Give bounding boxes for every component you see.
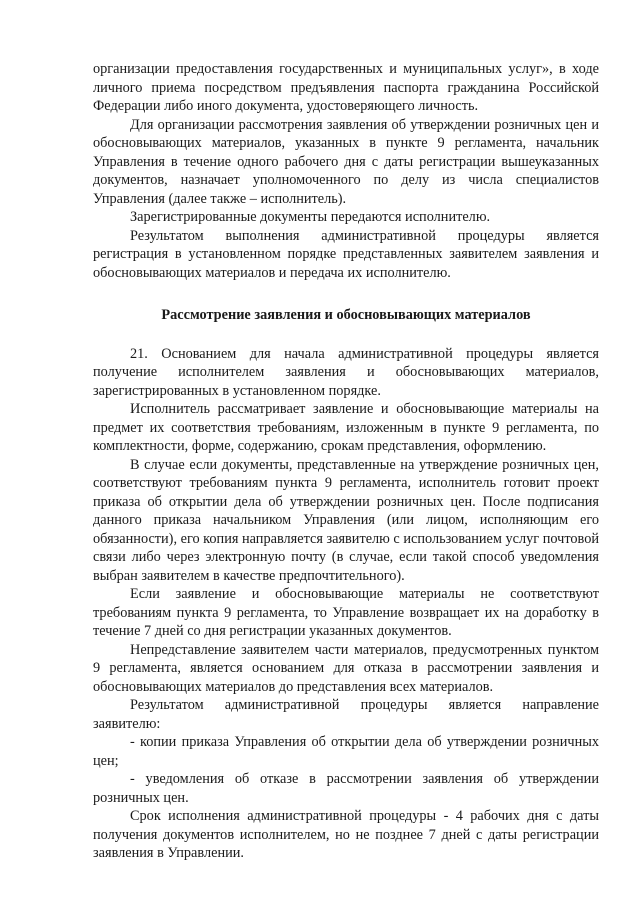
paragraph-documents-transfer: Зарегистрированные документы передаются исполнителю. xyxy=(130,209,491,225)
paragraph-continuation: организации предоставления государственных и муниципальных услуг», в ходе личного приема посредством предъявления паспорта гражданина Российской Федерации либо иного документа, удостоверяющего личность. xyxy=(93,61,599,114)
paragraph-review-organization: Для организации рассмотрения заявления об утверждении розничных цен и обосновывающих материалов, указанных в пункте 9 регламента, начальник Управления в течение одного рабочего дня с даты регистрации вышеуказанных документов, назначает уполномоченного по делу из числа специалистов Управления (далее также – исполнитель). xyxy=(93,116,599,207)
paragraph-order-preparation: В случае если документы, представленные на утверждение розничных цен, соответствуют требованиям пункта 9 регламента, исполнитель готовит проект приказа об открытии дела об утверждении розничных цен. После подписания данного приказа начальником Управления (или лицом, исполняющим его обязанности), его копия направляется заявителю с использованием услуг почтовой связи либо через электронную почту (в случае, если такой способ уведомления выбран заявителем в качестве предпочтительного). xyxy=(93,456,600,584)
paragraph-result-intro: Результатом административной процедуры является направление заявителю: xyxy=(93,697,599,732)
paragraph-refusal-basis: Непредставление заявителем части материалов, предусмотренных пунктом 9 регламента, является основанием для отказа в рассмотрении заявления и обосновывающих материалов до представления всех материалов. xyxy=(93,641,599,695)
paragraph-item-21: 21. Основанием для начала административной процедуры является получение исполнителем заявления и обосновывающих материалов, зарегистрированных в установленном порядке. xyxy=(93,345,599,399)
paragraph-review-compliance: Исполнитель рассматривает заявление и обосновывающие материалы на предмет их соответствия требованиям, изложенным в пункте 9 регламента, по комплектности, форме, содержанию, срокам представления, оформлению. xyxy=(93,401,599,454)
paragraph-deadline: Срок исполнения административной процедуры - 4 рабочих дня с даты получения документов исполнителем, но не позднее 7 дней с даты регистрации заявления в Управлении. xyxy=(93,808,599,861)
paragraph-return-documents: Если заявление и обосновывающие материалы не соответствуют требованиям пункта 9 регламента, то Управление возвращает их на доработку в течение 7 дней со дня регистрации указанных документов. xyxy=(93,586,599,639)
list-item-order-copy: - копии приказа Управления об открытии дела об утверждении розничных цен; xyxy=(93,734,599,769)
paragraph-procedure-result: Результатом выполнения административной процедуры является регистрация в установленном порядке представленных заявителем заявления и обосновывающих материалов и передача их исполнителю. xyxy=(93,227,599,281)
section-heading: Рассмотрение заявления и обосновывающих материалов xyxy=(161,307,531,323)
list-item-refusal-notice: - уведомления об отказе в рассмотрении заявления об утверждении розничных цен. xyxy=(93,771,599,806)
